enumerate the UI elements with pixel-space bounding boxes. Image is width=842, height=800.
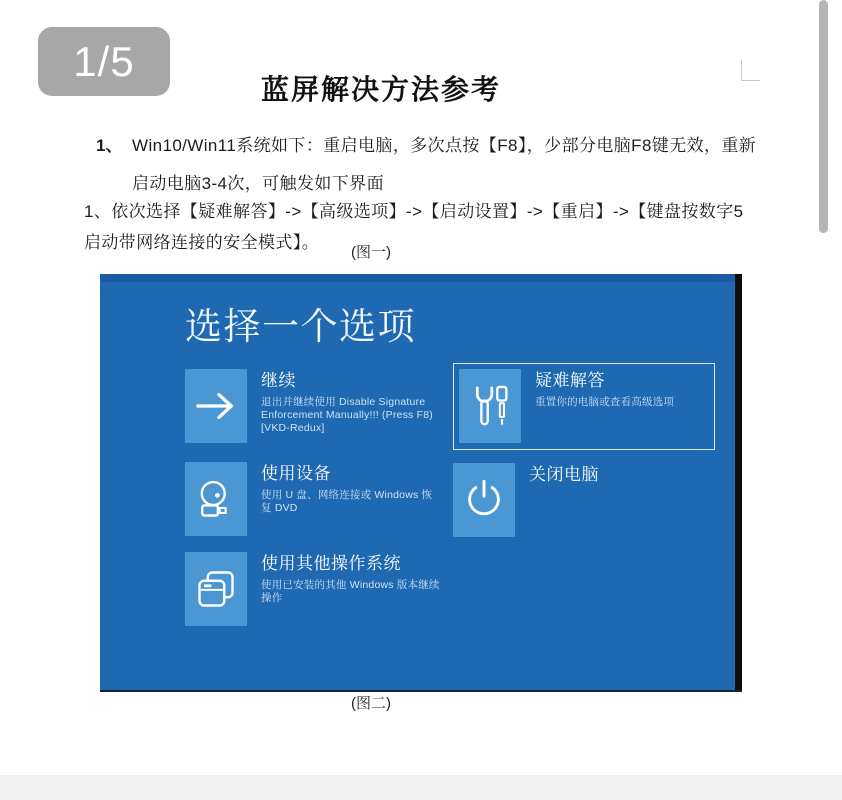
tile-continue[interactable] [185, 364, 447, 448]
paragraph1-number: 1、 [96, 136, 123, 155]
tile-use-device-text [261, 457, 441, 515]
paragraph2-line1: 1、依次选择【疑难解答】->【高级选项】->【启动设置】->【重启】->【键盘按数字5 [84, 202, 744, 221]
tile-troubleshoot-text [535, 364, 715, 409]
arrow-right-icon [185, 369, 247, 443]
paragraph2-line2: 启动带网络连接的安全模式】。 [84, 233, 320, 252]
bottom-gray-band [0, 775, 842, 800]
windows-stack-icon [185, 552, 247, 626]
page-corner-mark [741, 60, 760, 81]
tile-use-device-label: 使用设备 [261, 464, 331, 483]
paragraph1-line1: Win10/Win11系统如下：重启电脑，多次点按【F8】，少部分电脑F8键无效，重新 [132, 136, 757, 155]
tile-use-device-description: 使用 U 盘、网络连接或 Windows 恢复 DVD [261, 489, 433, 514]
figure2-caption: (图二) [351, 695, 391, 712]
tile-troubleshoot-description: 重置你的电脑或查看高级选项 [535, 396, 675, 408]
tile-turn-off-pc-text [529, 458, 709, 490]
tile-other-os-description: 使用已安装的其他 Windows 版本继续操作 [261, 579, 440, 604]
tools-icon [459, 369, 521, 443]
tile-turn-off-pc-label: 关闭电脑 [529, 465, 599, 484]
screenshot-right-strip [735, 274, 742, 692]
vertical-scrollbar-thumb[interactable] [819, 0, 828, 233]
disc-usb-icon [185, 462, 247, 536]
tile-turn-off-pc[interactable] [453, 458, 715, 542]
tile-troubleshoot-label: 疑难解答 [535, 371, 605, 390]
tile-continue-label: 继续 [261, 371, 296, 390]
tile-other-os-text [261, 547, 441, 605]
power-icon [453, 463, 515, 537]
tile-troubleshoot[interactable] [453, 363, 715, 450]
tile-use-device[interactable] [185, 457, 447, 541]
recovery-screenshot [100, 274, 742, 692]
page-indicator-label: 1/5 [73, 37, 135, 85]
figure1-caption: (图一) [351, 244, 391, 261]
tile-other-os[interactable] [185, 547, 447, 633]
tile-continue-description: 退出并继续使用 Disable Signature Enforcement Manually!!! (Press F8) [VKD-Redux] [261, 396, 433, 434]
screenshot-top-strip [100, 274, 742, 282]
paragraph1-line2: 启动电脑3-4次，可触发如下界面 [132, 174, 384, 193]
tile-other-os-label: 使用其他操作系统 [261, 554, 401, 573]
recovery-screen-title: 选择一个选项 [185, 306, 416, 347]
tile-continue-text [261, 364, 441, 435]
document-title: 蓝屏解决方法参考 [260, 74, 501, 105]
